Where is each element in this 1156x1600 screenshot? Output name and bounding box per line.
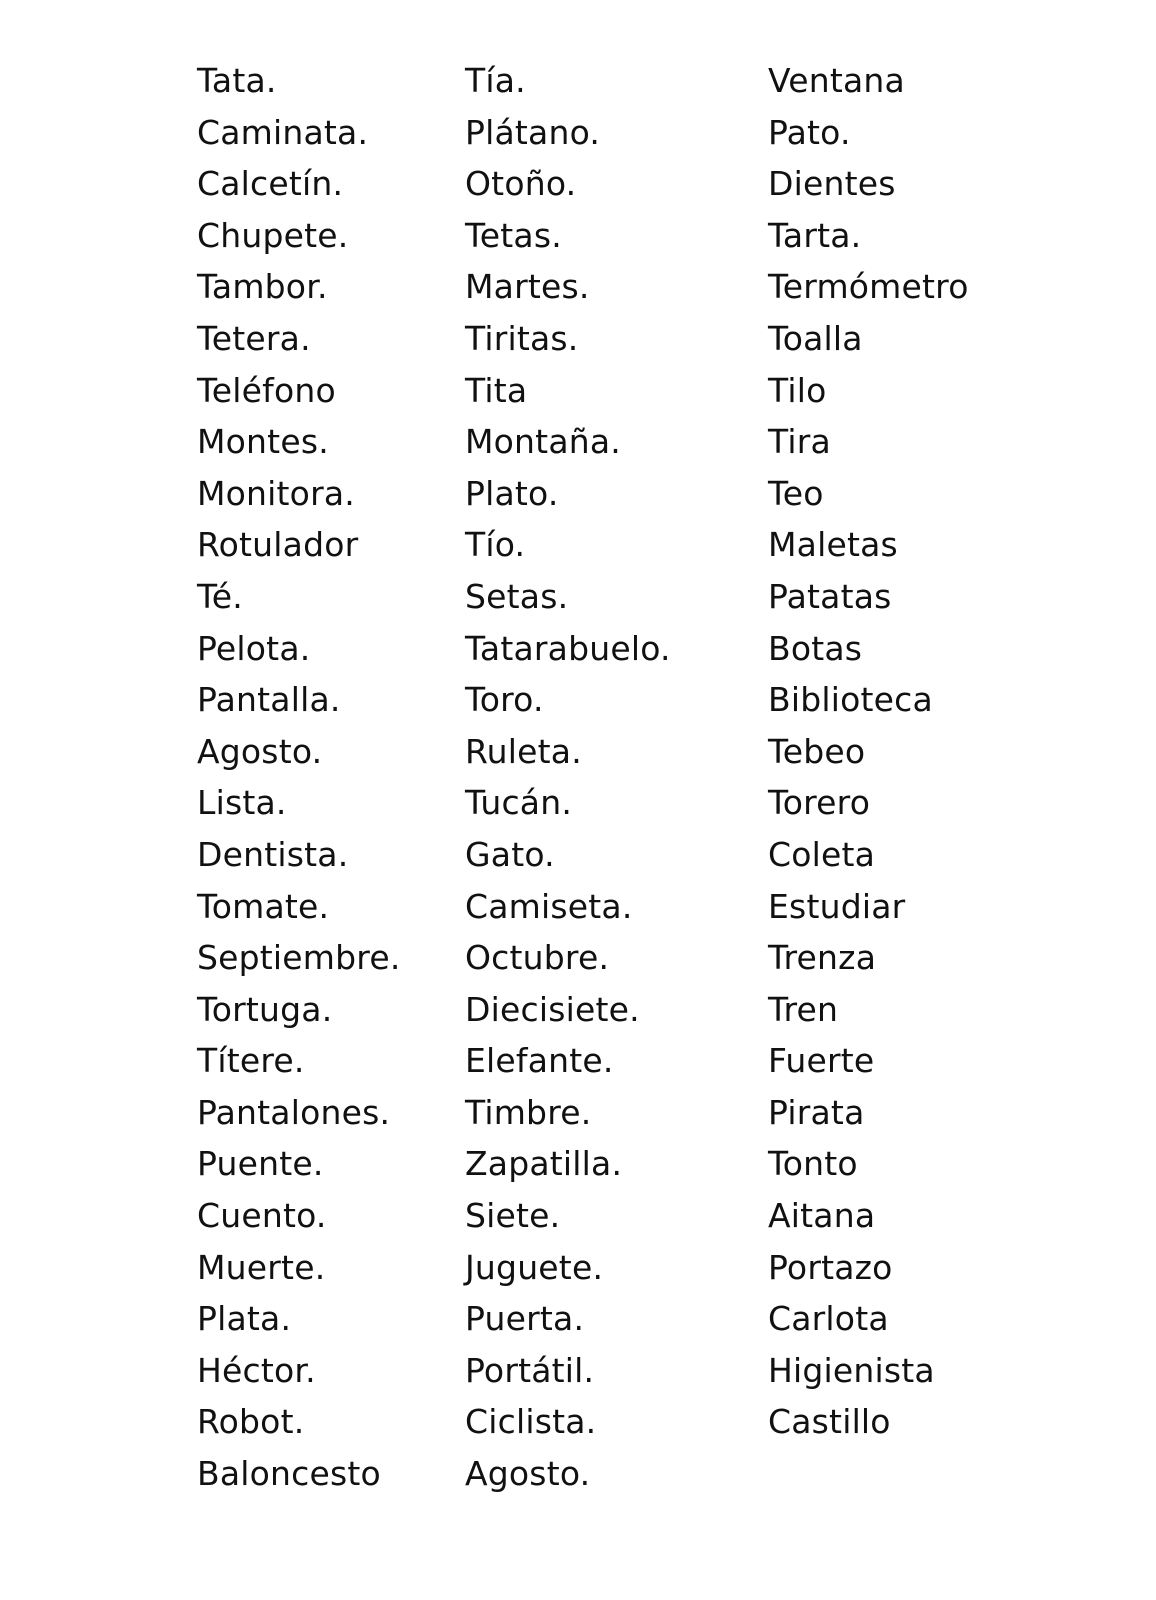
word-item: Octubre. — [465, 938, 610, 978]
word-item: Pantalla. — [197, 680, 341, 720]
word-item: Tilo — [768, 370, 827, 410]
word-item: Tío. — [465, 525, 526, 565]
word-item: Plata. — [197, 1299, 292, 1339]
word-item: Plátano. — [465, 112, 601, 152]
word-item: Pato. — [768, 112, 851, 152]
word-item: Higienista — [768, 1350, 935, 1390]
word-item: Tomate. — [197, 886, 330, 926]
word-item: Maletas — [768, 525, 898, 565]
word-item: Tatarabuelo. — [465, 628, 671, 668]
word-item: Títere. — [197, 1041, 305, 1081]
word-item: Timbre. — [465, 1092, 592, 1132]
word-item: Portazo — [768, 1247, 893, 1287]
word-item: Tía. — [465, 61, 526, 100]
word-item: Tata. — [197, 61, 277, 100]
word-item: Septiembre. — [197, 938, 401, 978]
word-item: Botas — [768, 628, 863, 668]
word-item: Tambor. — [197, 267, 328, 307]
word-column-1 — [197, 55, 401, 1500]
word-item: Cuento. — [197, 1196, 327, 1236]
word-item: Tebeo — [768, 731, 866, 771]
word-item: Estudiar — [768, 886, 906, 926]
word-item: Setas. — [465, 576, 569, 616]
word-item: Torero — [768, 783, 871, 823]
word-item: Té. — [197, 576, 243, 616]
word-item: Puerta. — [465, 1299, 585, 1339]
word-item: Biblioteca — [768, 680, 933, 720]
word-item: Tira — [768, 422, 831, 462]
word-item: Fuerte — [768, 1041, 875, 1081]
word-item: Rotulador — [197, 525, 359, 565]
word-item: Zapatilla. — [465, 1144, 623, 1184]
word-item: Dentista. — [197, 834, 349, 874]
word-item: Agosto. — [197, 731, 323, 771]
word-item: Diecisiete. — [465, 989, 640, 1029]
word-item: Carlota — [768, 1299, 889, 1339]
word-item: Portátil. — [465, 1350, 595, 1390]
word-item: Calcetín. — [197, 164, 344, 204]
word-item: Camiseta. — [465, 886, 633, 926]
word-item: Siete. — [465, 1196, 561, 1236]
word-item: Tetas. — [465, 215, 562, 255]
word-item: Tortuga. — [197, 989, 333, 1029]
word-item: Teléfono — [197, 370, 336, 410]
word-item: Pantalones. — [197, 1092, 391, 1132]
word-item: Monitora. — [197, 473, 355, 513]
word-item: Toalla — [768, 318, 863, 358]
word-item: Héctor. — [197, 1350, 316, 1390]
word-item: Trenza — [768, 938, 877, 978]
word-item: Tita — [465, 370, 528, 410]
word-item: Baloncesto — [197, 1454, 381, 1494]
word-item: Ventana — [768, 61, 905, 100]
word-item: Ruleta. — [465, 731, 582, 771]
word-item: Pirata — [768, 1092, 865, 1132]
word-item: Toro. — [465, 680, 544, 720]
word-item: Ciclista. — [465, 1402, 597, 1442]
word-item: Plato. — [465, 473, 559, 513]
word-item: Muerte. — [197, 1247, 326, 1287]
word-item: Tren — [768, 989, 839, 1029]
word-item: Castillo — [768, 1402, 891, 1442]
word-item: Elefante. — [465, 1041, 614, 1081]
word-item: Gato. — [465, 834, 555, 874]
word-item: Tetera. — [197, 318, 311, 358]
word-item: Agosto. — [465, 1454, 591, 1494]
word-item: Robot. — [197, 1402, 305, 1442]
word-item: Termómetro — [768, 267, 969, 307]
word-item: Puente. — [197, 1144, 324, 1184]
word-column-3 — [768, 55, 969, 1448]
word-item: Caminata. — [197, 112, 369, 152]
word-item: Martes. — [465, 267, 590, 307]
word-item: Montaña. — [465, 422, 621, 462]
word-column-2 — [465, 55, 671, 1500]
word-item: Pelota. — [197, 628, 311, 668]
word-item: Coleta — [768, 834, 876, 874]
word-item: Juguete. — [465, 1247, 604, 1287]
word-item: Tarta. — [768, 215, 862, 255]
word-item: Tiritas. — [465, 318, 579, 358]
word-item: Chupete. — [197, 215, 349, 255]
word-item: Aitana — [768, 1196, 876, 1236]
word-item: Lista. — [197, 783, 287, 823]
word-item: Tonto — [768, 1144, 858, 1184]
word-item: Teo — [768, 473, 824, 513]
word-item: Dientes — [768, 164, 896, 204]
word-item: Montes. — [197, 422, 329, 462]
word-item: Otoño. — [465, 164, 577, 204]
word-item: Patatas — [768, 576, 892, 616]
word-item: Tucán. — [465, 783, 573, 823]
